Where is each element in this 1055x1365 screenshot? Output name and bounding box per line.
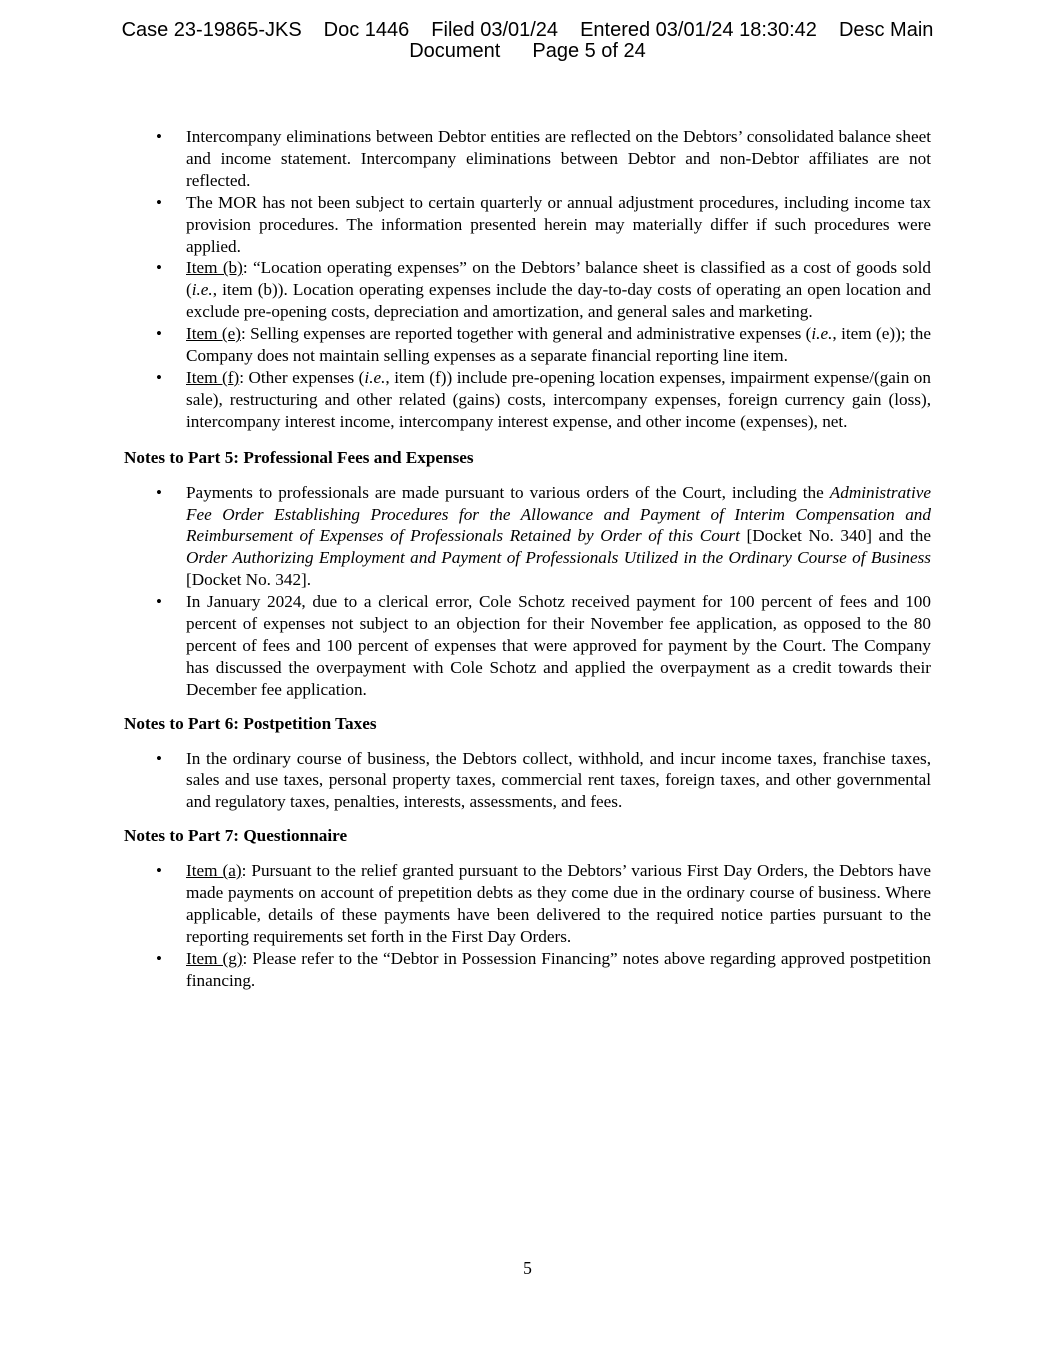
bullet-icon: • <box>156 127 162 146</box>
bullet-icon: • <box>156 748 162 768</box>
bullet-icon: • <box>156 861 162 881</box>
part4-notes-list <box>124 126 931 433</box>
doc-number: Doc 1446 <box>323 19 410 41</box>
item-label: Item (f) <box>186 367 240 387</box>
part5-heading: Notes to Part 5: Professional Fees and Expenses <box>124 447 474 467</box>
order-title: Administrative Fee Order Establishing Procedures for the Allowance and Payment of Interim Compensation and Reimbursement of Expenses of Professionals Retained by Order of this Court <box>186 482 931 546</box>
list-item: • Item (g): Please refer to the “Debtor in Possession Financing” notes above regarding approved postpetition financing. <box>156 948 931 990</box>
part7-notes-list <box>124 860 931 991</box>
bullet-icon: • <box>156 258 162 278</box>
part5-notes-list <box>124 482 931 701</box>
item-label: Item (a) <box>186 861 242 881</box>
list-item: • Item (a): Pursuant to the relief granted pursuant to the Debtors’ various First Day Orders, the Debtors have made payments on account of prepetition debts as they come due in the ordinary course of business. Where applicable, details of these payments have been delivered to the required notice parties pursuant to the reporting requirements set forth in the First Day Orders. <box>156 861 931 946</box>
part6-notes-list <box>124 748 931 814</box>
document-label: Document <box>409 40 501 62</box>
page-of: Page 5 of 24 <box>532 40 646 62</box>
bullet-icon: • <box>156 592 162 612</box>
list-item: • Item (b): “Location operating expenses” on the Debtors’ balance sheet is classified as a cost of goods sold (i.e., item (b)). Location operating expenses include the day-to-day costs of operating an open location and exclude pre-opening costs, depreciation and amortization, and general sales and marketing. <box>156 258 931 322</box>
list-item: • In the ordinary course of business, the Debtors collect, withhold, and incur income taxes, franchise taxes, sales and use taxes, personal property taxes, commercial rent taxes, foreign taxes, and other governmental and regulatory taxes, penalties, interests, assessments, and fees. <box>156 748 931 812</box>
item-label: Item (b) <box>186 258 243 278</box>
part7-heading: Notes to Part 7: Questionnaire <box>124 826 348 846</box>
desc: Desc Main <box>838 19 934 41</box>
filing-header <box>0 20 1055 62</box>
filing-header-line1 <box>0 20 1055 41</box>
item-label: Item (g) <box>186 948 243 968</box>
list-item: • Intercompany eliminations between Debtor entities are reflected on the Debtors’ consolidated balance sheet and income statement. Intercompany eliminations between Debtor and non-Debtor affiliates are not reflected. <box>156 127 931 190</box>
order-title: Order Authorizing Employment and Payment of Professionals Utilized in the Ordinary Course of Business <box>186 548 931 568</box>
list-item: • Item (e): Selling expenses are reported together with general and administrative expenses (i.e., item (e)); the Company does not maintain selling expenses as a separate financial reporting line item. <box>156 324 931 366</box>
document-body <box>124 126 931 992</box>
filed-date: Filed 03/01/24 <box>431 19 559 41</box>
bullet-icon: • <box>156 324 162 344</box>
bullet-icon: • <box>156 948 162 968</box>
item-label: Item (e) <box>186 324 241 344</box>
list-item: • Payments to professionals are made pursuant to various orders of the Court, including the Administrative Fee Order Establishing Procedures for the Allowance and Payment of Interim Compensation and Reimbursement of Expenses of Professionals Retained by Order of this Court [Docket No. 340] and the Order Authorizing Employment and Payment of Professionals Utilized in the Ordinary Course of Business [Docket No. 342]. <box>156 482 931 590</box>
entered-date: Entered 03/01/24 18:30:42 <box>580 19 817 41</box>
filing-header-line2 <box>0 41 1055 62</box>
page-number: 5 <box>523 1258 532 1278</box>
list-item: • Item (f): Other expenses (i.e., item (f)) include pre-opening location expenses, impairment expense/(gain on sale), restructuring and other related (gains) costs, intercompany expenses, foreign currency gain (loss), intercompany interest income, intercompany interest expense, and other income (expenses), net. <box>156 367 931 431</box>
bullet-icon: • <box>156 367 162 387</box>
list-item: • The MOR has not been subject to certain quarterly or annual adjustment procedures, including income tax provision procedures. The information presented herein may materially differ if such procedures were applied. <box>156 192 931 256</box>
case-number: Case 23-19865-JKS <box>121 19 302 41</box>
bullet-icon: • <box>156 482 162 502</box>
bullet-icon: • <box>156 192 162 212</box>
list-item: • In January 2024, due to a clerical error, Cole Schotz received payment for 100 percent of fees and 100 percent of expenses not subject to an objection for their November fee application, as opposed to the 80 percent of fees and 100 percent of expenses that were approved for payment by the Court. The Company has discussed the overpayment with Cole Schotz and applied the overpayment as a credit towards their December fee application. <box>156 592 931 699</box>
part6-heading: Notes to Part 6: Postpetition Taxes <box>124 713 377 733</box>
